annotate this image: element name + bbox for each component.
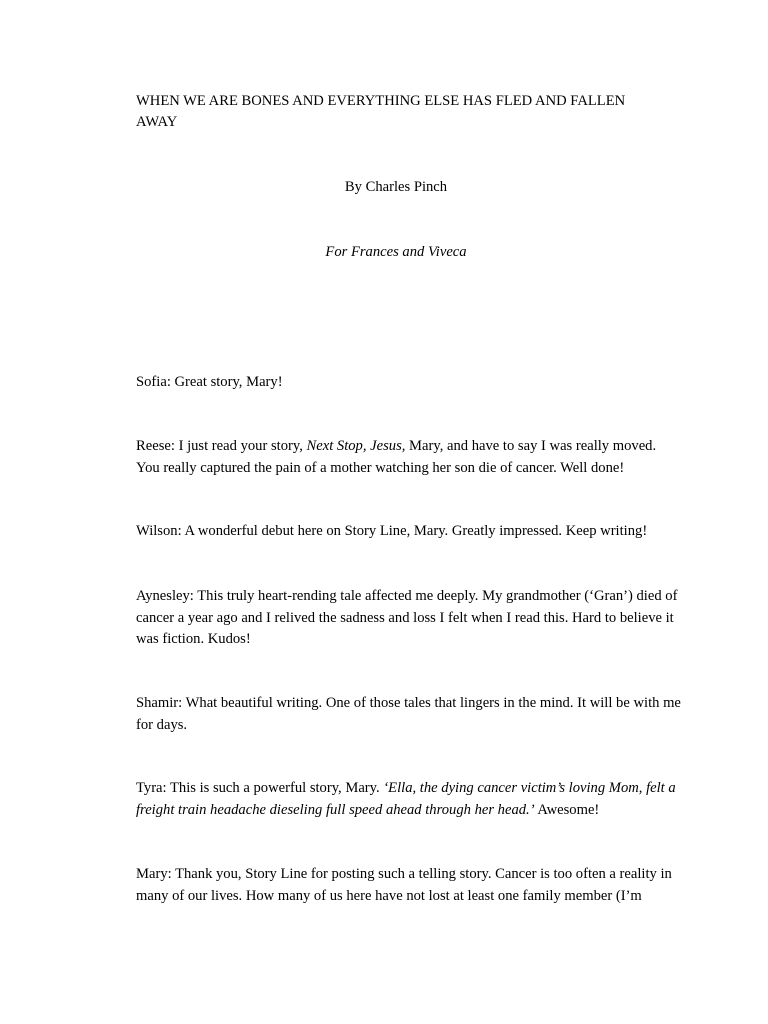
story-title: WHEN WE ARE BONES AND EVERYTHING ELSE HAS FLED AND FALLEN AWAY xyxy=(136,93,626,130)
comment-separator: : xyxy=(162,780,170,796)
comment-separator: : xyxy=(166,374,175,390)
comment-text: What beautiful writing. One of those tales that lingers in the mind. It will be with me for days. xyxy=(136,695,681,733)
comment-tyra xyxy=(136,778,681,821)
comment-author: Reese xyxy=(136,438,171,454)
comment-aynesley xyxy=(136,586,681,651)
comment-wilson xyxy=(136,521,681,543)
comment-separator: : xyxy=(167,866,176,882)
comment-separator: : xyxy=(178,695,186,711)
comment-text-before: This is such a powerful story, Mary. xyxy=(169,780,384,796)
comment-text: A wonderful debut here on Story Line, Mary. Greatly impressed. Keep writing! xyxy=(184,523,648,539)
comment-text-after: Mary, and have to say I was really moved. You really captured the pain of a mother watching her son die of cancer. Well done! xyxy=(136,438,657,476)
comment-text: This truly heart-rending tale affected me deeply. My grandmother (‘Gran’) died of cancer a year ago and I relived the sadness and loss I felt when I read this. Hard to believe it was fiction. Kudos! xyxy=(136,588,678,647)
author-byline: By Charles Pinch xyxy=(344,179,448,195)
comment-text: Great story, Mary! xyxy=(174,374,283,390)
story-quote: ‘Ella, the dying cancer victim’s loving Mom, felt a freight train headache dieseling full speed ahead through her head.’ xyxy=(136,780,676,818)
comment-separator: : xyxy=(170,438,179,454)
comment-reese xyxy=(136,436,681,479)
comment-shamir xyxy=(136,693,681,736)
comment-author: Aynesley xyxy=(136,588,190,604)
comment-mary xyxy=(136,864,681,907)
comment-author: Wilson xyxy=(136,523,178,539)
comment-sofia xyxy=(136,372,681,394)
comment-author: Shamir xyxy=(136,695,179,711)
comment-author: Sofia xyxy=(136,374,167,390)
comment-separator: : xyxy=(177,523,185,539)
comment-author: Tyra xyxy=(136,780,163,796)
comment-separator: : xyxy=(189,588,198,604)
dedication: For Frances and Viveca xyxy=(325,244,467,260)
story-title-reference: Next Stop, Jesus, xyxy=(306,438,406,454)
comment-author: Mary xyxy=(136,866,168,882)
comment-text: Thank you, Story Line for posting such a telling story. Cancer is too often a reality in many of our lives. How many of us here have not lost at least one family member (I’m xyxy=(136,866,672,904)
comment-text-after: Awesome! xyxy=(534,801,600,818)
comment-text-before: I just read your story, xyxy=(178,438,307,454)
